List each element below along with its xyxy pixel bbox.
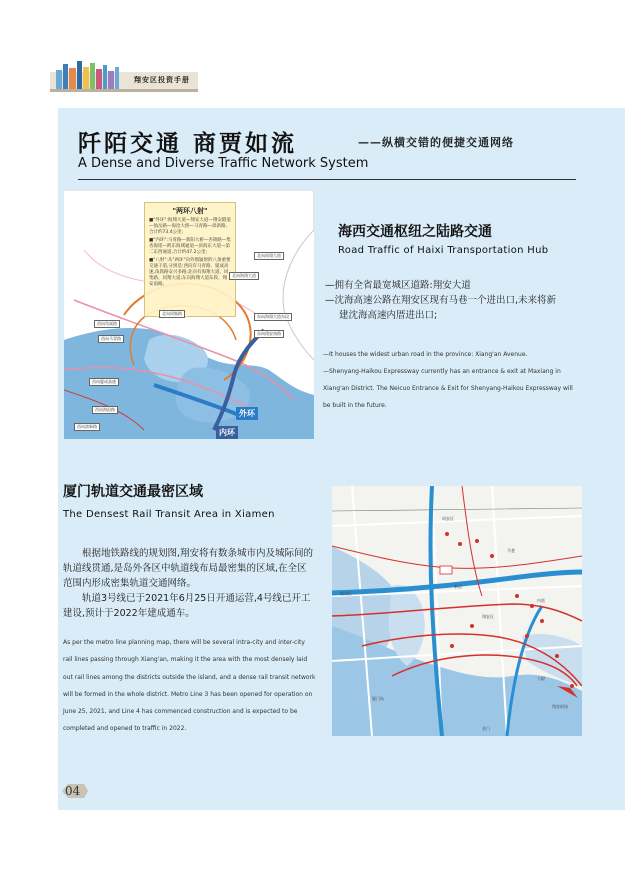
list-item: —It houses the widest urban road in the province: Xiang'an Avenue. xyxy=(323,351,528,358)
road-tag: 北向同集路 xyxy=(159,310,185,318)
header-badge xyxy=(50,58,198,92)
road-tag: 西向厦成高速 xyxy=(89,378,119,386)
road-tag: 西向海沧路 xyxy=(92,406,118,414)
paragraph: 根据地铁路线的规划图,翔安将有数条城市内及城际间的轨道线贯通,是岛外各区中轨道线布局最密集的区域,在全区范围内形成密集轨道交通网络。 xyxy=(63,548,314,589)
section1-cn-list xyxy=(325,278,590,323)
map-label: 厦门岛 xyxy=(372,696,384,701)
page-title-cn: 阡陌交通 商贾如流 xyxy=(78,130,298,157)
legend-item: ■"内环":马青路—新阳大桥—杏锦路—集杏海堤—跨东海域通道—滨海东大道—第二东西通道,合计约47.2公里; xyxy=(149,238,231,255)
list-item: 建沈海高速内厝进出口; xyxy=(339,310,438,321)
list-item: —沈海高速公路在翔安区现有马巷一个进出口,未来将新 xyxy=(325,295,557,306)
legend-title: "两环八射" xyxy=(172,207,208,215)
map-label: 翔安机场 xyxy=(552,704,568,709)
page-number-badge xyxy=(62,783,88,799)
page-title-en: A Dense and Diverse Traffic Network System xyxy=(78,156,369,171)
map-legend xyxy=(144,202,236,317)
road-tag: 西向漳新路 xyxy=(74,423,100,431)
list-item: —Shenyang-Haikou Expressway currently has an entrance & exit at Maxiang in Xiang'an District. The Neicuo Entrance & Exit for Shenyang-Haikou Expressway will be built in the future. xyxy=(323,368,573,409)
road-network-map xyxy=(64,190,314,439)
map-label: 马巷 xyxy=(507,548,515,553)
road-tag: 东向翔安南路 xyxy=(254,330,284,338)
list-item: —拥有全省最宽城区道路:翔安大道 xyxy=(325,280,471,291)
map-label: 新店 xyxy=(454,584,462,589)
map-label: 集美区 xyxy=(340,591,352,596)
map-label: 内厝 xyxy=(537,598,545,603)
section1-title-cn: 海西交通枢纽之陆路交通 xyxy=(338,224,492,240)
outer-ring-label: 外环 xyxy=(236,407,258,420)
paragraph: 轨道3号线已于2021年6月25日开通运营,4号线已开工建设,预计于2022年建成通车。 xyxy=(63,593,311,619)
legend-item: ■"八射":从"两环"向外围辐射的八条重要交通干道,分别是:西向有马青路、厦成高速,角嵩路安兴多路;北向有海翔大道、同集路、同翔大道;东向海翔大道东段、翔安南路。 xyxy=(149,258,231,287)
page-number: 04 xyxy=(65,784,81,798)
section2-title-cn: 厦门轨道交通最密区域 xyxy=(63,484,203,500)
header-label: 翔安区投资手册 xyxy=(134,75,190,84)
inner-ring-label: 内环 xyxy=(216,426,238,439)
page-subtitle-cn: ——纵横交错的便捷交通网络 xyxy=(358,136,514,149)
section1-title-en: Road Traffic of Haixi Transportation Hub xyxy=(338,245,549,256)
section2-title-en: The Densest Rail Transit Area in Xiamen xyxy=(63,509,275,520)
rail-network-map xyxy=(332,486,582,736)
section2-cn-body xyxy=(63,546,316,621)
legend-item: ■"外环":海翔大道—翔安大道—翔安隧道—仙岳路—海沧大桥—马青路—漳新路,合计约73.4公里; xyxy=(149,218,231,235)
map-label: 大嶝 xyxy=(537,676,545,681)
section1-en-list xyxy=(323,346,578,414)
road-tag: 西向角嵩路 xyxy=(94,320,120,328)
road-tag: 东向海翔大道东段 xyxy=(254,313,292,321)
map-label: 金门 xyxy=(482,726,490,731)
section2-en-body: As per the metro line planning map, there will be several intra-city and inter-city rail lines passing through Xiang'an, making it the area with the most densely laid out rail lines among the districts outside the island, and a dense rail transit network will be formed in the whole district. Metro Line 3 has been opened for operation on June 25, 2021, and Line 4 has commenced construction and is expected to be completed and opened to traffic in 2022. xyxy=(63,639,316,733)
map-label: 同安区 xyxy=(442,516,454,521)
road-tag: 北向海翔大道 xyxy=(229,272,259,280)
road-tag: 北向同翔大道 xyxy=(254,252,284,260)
map-label: 翔安区 xyxy=(482,614,494,619)
rail-map-graphic xyxy=(332,486,582,736)
title-divider xyxy=(78,179,576,180)
road-tag: 西向马青路 xyxy=(98,335,124,343)
